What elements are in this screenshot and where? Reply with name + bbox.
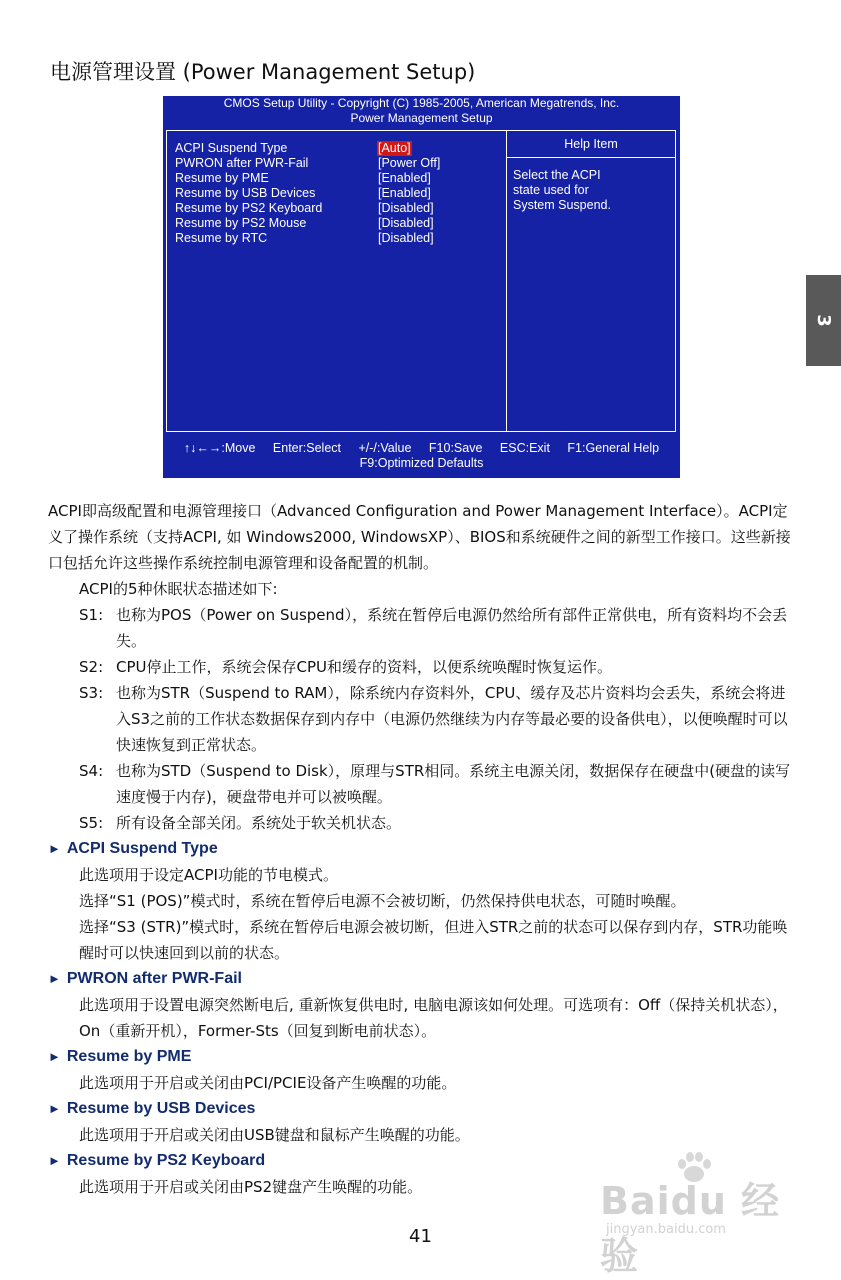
section-line: 此选项用于设定ACPI功能的节电模式。 <box>79 866 338 884</box>
section-heading-resume-by-usb: ► Resume by USB Devices <box>48 1100 256 1117</box>
state-text: 所有设备全部关闭。系统处于软关机状态。 <box>116 814 402 832</box>
section-body <box>48 1122 796 1148</box>
state-text: 也称为POS（Power on Suspend），系统在暂停后电源仍然给所有部件正常供电，所有资料均不会丢失。 <box>116 606 788 650</box>
arrow-right-icon: ► <box>48 1101 61 1116</box>
help-line: System Suspend. <box>513 198 611 212</box>
bios-option-value[interactable]: [Enabled] <box>378 171 431 185</box>
bios-option-value[interactable]: [Disabled] <box>378 201 434 215</box>
sleep-state-s3 <box>48 680 796 758</box>
bios-header <box>163 96 680 126</box>
state-label: S2: <box>79 658 104 676</box>
arrow-right-icon: ► <box>48 971 61 986</box>
key-hint-help: F1:General Help <box>567 441 660 455</box>
sleep-state-s2 <box>48 654 796 680</box>
bios-option-pwron-after-pwr-fail[interactable] <box>175 156 505 171</box>
help-line: state used for <box>513 183 589 197</box>
arrow-right-icon: ► <box>48 841 61 856</box>
section-body <box>48 862 796 966</box>
section-line: 此选项用于开启或关闭由PCI/PCIE设备产生唤醒的功能。 <box>79 1074 457 1092</box>
watermark-text: Baidu 经验 <box>600 1179 781 1278</box>
state-text: 也称为STR（Suspend to RAM），除系统内存资料外，CPU、缓存及芯片资料均会丢失，系统会将进入S3之前的工作状态数据保存到内存中（电源仍然继续为内存等最必要的设备供电），以便唤醒时可以快速恢复到正常状态。 <box>116 684 788 754</box>
bios-option-value[interactable]: [Power Off] <box>378 156 441 170</box>
state-label: S5: <box>79 814 104 832</box>
bios-option-name: ACPI Suspend Type <box>175 141 288 155</box>
state-label: S4: <box>79 762 104 780</box>
bios-main-frame <box>166 130 676 432</box>
arrow-right-icon: ► <box>48 1049 61 1064</box>
bios-option-value[interactable]: [Enabled] <box>378 186 431 200</box>
bios-option-name: Resume by PS2 Keyboard <box>175 201 323 215</box>
page-title: 电源管理设置 (Power Management Setup) <box>50 60 476 84</box>
bios-header-line1: CMOS Setup Utility - Copyright (C) 1985-2005, American Megatrends, Inc. <box>223 96 620 110</box>
sleep-state-s4 <box>48 758 796 810</box>
bios-option-name: Resume by PME <box>175 171 269 185</box>
bios-option-resume-by-rtc[interactable] <box>175 231 505 246</box>
section-line: 选择“S3 (STR)”模式时，系统在暂停后电源会被切断，但进入STR之前的状态可以保存到内存，STR功能唤醒时可以快速回到以前的状态。 <box>79 918 788 962</box>
bios-screenshot <box>163 96 680 478</box>
bios-option-resume-by-ps2-mouse[interactable] <box>175 216 505 231</box>
help-item-title: Help Item <box>507 131 675 158</box>
chapter-number: 3 <box>813 314 834 327</box>
bios-option-name: PWRON after PWR-Fail <box>175 156 309 170</box>
key-hint-exit: ESC:Exit <box>499 441 550 455</box>
bios-option-value[interactable]: [Auto] <box>378 141 411 155</box>
section-line: 此选项用于设置电源突然断电后, 重新恢复供电时, 电脑电源该如何处理。可选项有：Off（保持关机状态），On（重新开机），Former-Sts（回复到断电前状态）。 <box>79 996 788 1040</box>
bios-option-value[interactable]: [Disabled] <box>378 231 434 245</box>
bios-option-name: Resume by USB Devices <box>175 186 316 200</box>
bios-option-resume-by-pme[interactable] <box>175 171 505 186</box>
key-hint-value: +/-/:Value <box>358 441 412 455</box>
bios-footer <box>163 441 680 471</box>
key-hint-select: Enter:Select <box>272 441 341 455</box>
bios-option-acpi-suspend-type[interactable] <box>175 141 505 156</box>
sleep-state-s5 <box>48 810 796 836</box>
bios-header-line2: Power Management Setup <box>350 110 493 125</box>
key-hint-defaults: F9:Optimized Defaults <box>359 456 484 470</box>
arrow-right-icon: ► <box>48 1153 61 1168</box>
section-heading-resume-by-pme: ► Resume by PME <box>48 1048 192 1065</box>
bios-option-resume-by-ps2-keyboard[interactable] <box>175 201 505 216</box>
document-body <box>48 498 796 1200</box>
help-item-text <box>513 168 611 213</box>
section-body <box>48 1070 796 1096</box>
state-label: S3: <box>79 684 104 702</box>
key-hint-move: ↑↓←→:Move <box>183 441 256 455</box>
chapter-tab <box>806 275 841 366</box>
key-hint-save: F10:Save <box>428 441 483 455</box>
bios-option-resume-by-usb[interactable] <box>175 186 505 201</box>
section-heading-acpi-suspend-type: ► ACPI Suspend Type <box>48 840 218 857</box>
section-heading-resume-by-ps2-keyboard: ► Resume by PS2 Keyboard <box>48 1152 266 1169</box>
state-text: 也称为STD（Suspend to Disk），原理与STR相同。系统主电源关闭，数据保存在硬盘中(硬盘的读写速度慢于内存)，硬盘带电并可以被唤醒。 <box>116 762 791 806</box>
watermark-url: jingyan.baidu.com <box>606 1222 726 1237</box>
state-text: CPU停止工作，系统会保存CPU和缓存的资料，以便系统唤醒时恢复运作。 <box>116 658 612 676</box>
page-number: 41 <box>409 1226 432 1247</box>
state-label: S1: <box>79 606 104 624</box>
bios-option-name: Resume by PS2 Mouse <box>175 216 307 230</box>
bios-option-value[interactable]: [Disabled] <box>378 216 434 230</box>
bios-footer-keys <box>163 441 680 456</box>
bios-divider <box>506 131 507 431</box>
intro-paragraph: ACPI即高级配置和电源管理接口（Advanced Configuration and Power Management Interface）。ACPI定义了操作系统（支持ACPI, 如 Windows2000, WindowsXP）、BIOS和系统硬件之间的新型工作接口。这些新接口包括允许这些操作系统控制电源管理和设备配置的机制。 <box>48 502 791 572</box>
sleep-state-s1 <box>48 602 796 654</box>
bios-option-name: Resume by RTC <box>175 231 268 245</box>
section-line: 此选项用于开启或关闭由PS2键盘产生唤醒的功能。 <box>79 1178 423 1196</box>
section-heading-pwron-after-pwr-fail: ► PWRON after PWR-Fail <box>48 970 242 987</box>
section-body <box>48 992 796 1044</box>
section-line: 此选项用于开启或关闭由USB键盘和鼠标产生唤醒的功能。 <box>79 1126 470 1144</box>
section-line: 选择“S1 (POS)”模式时，系统在暂停后电源不会被切断，仍然保持供电状态，可随时唤醒。 <box>79 892 686 910</box>
help-line: Select the ACPI <box>513 168 601 182</box>
bios-options-list <box>175 141 505 246</box>
intro-states-lead: ACPI的5种休眠状态描述如下: <box>79 580 278 598</box>
